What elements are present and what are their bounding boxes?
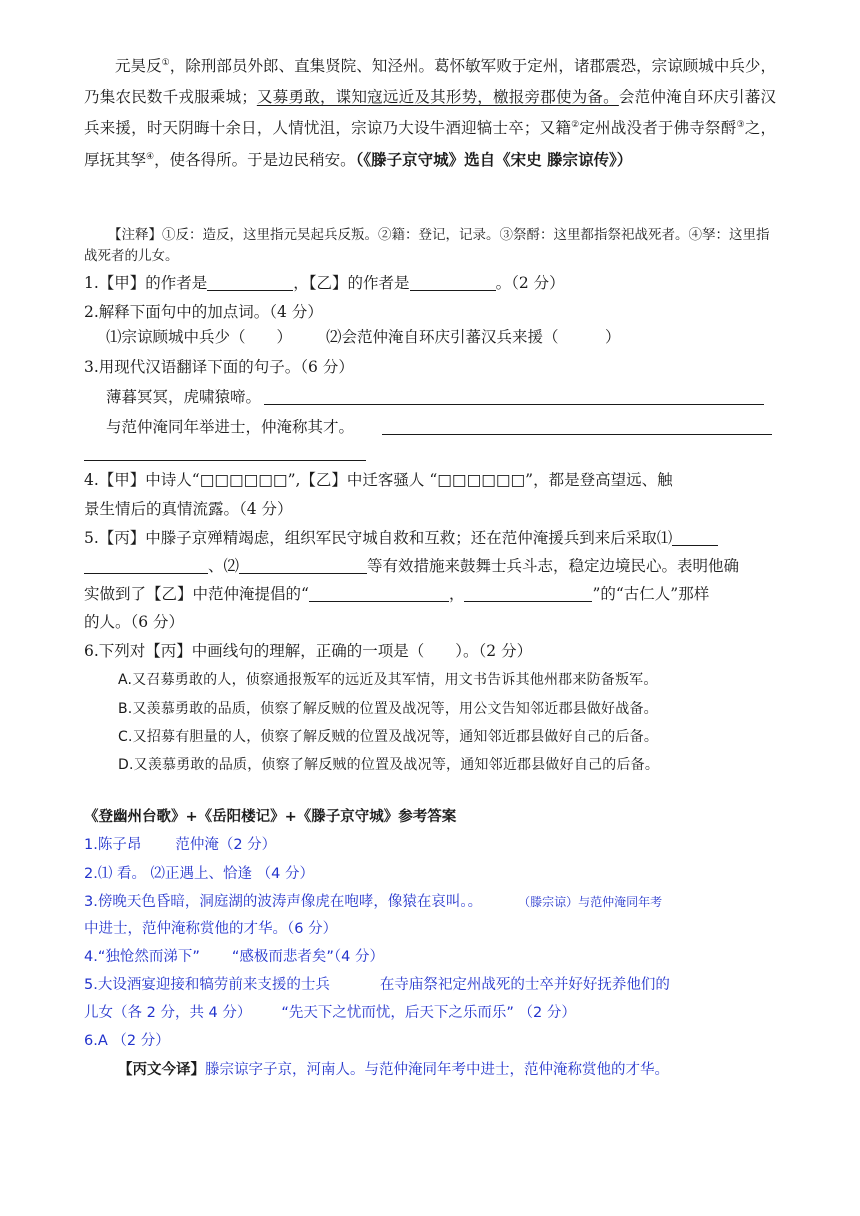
q5-text: 等有效措施来鼓舞士兵斗志，稳定边境民心。表明他确 — [367, 557, 740, 575]
q5-text: ”的“古仁人”那样 — [592, 585, 710, 603]
answer-line[interactable] — [382, 434, 772, 435]
answer-text: 4.“独怆然而涕下” — [84, 949, 200, 965]
passage-text: ，除刑部员外郎、直集贤院、知泾州。葛怀敏军败于定州，诸郡震恐，宗谅顾城中兵少，乃集农民数千戎服乘城； — [84, 57, 776, 106]
answer-3-line-2: 中进士，范仲淹称赏他的才华。（6 分） — [84, 921, 338, 937]
answers-title: 《登幽州台歌》+《岳阳楼记》+《滕子京守城》参考答案 — [84, 809, 457, 825]
answer-text: 3.傍晚天色昏暗，洞庭湖的波涛声像虎在咆哮，像猿在哀叫。。 — [84, 894, 483, 910]
q5-text: ， — [448, 585, 465, 603]
answer-2: 2.⑴ 看。 ⑵正遇上、恰逢 （4 分） — [84, 866, 314, 882]
annotation-notes: 【注释】①反：造反，这里指元昊起兵反叛。②籍：登记，记录。③祭酹：这里都指祭祀战死者。④孥：这里指战死者的儿女。 — [84, 227, 770, 264]
passage-text: 定州战没者于佛寺祭酹 — [579, 119, 737, 137]
answer-blank[interactable] — [410, 272, 496, 291]
answer-text: 在寺庙祭祀定州战死的士卒并好好抚养他们的 — [379, 977, 670, 993]
answer-5-line-2 — [84, 998, 576, 1029]
question-4-line-1: 4.【甲】中诗人“□□□□□□”,【乙】中迁客骚人 “□□□□□□”，都是登高望远、触 — [84, 471, 673, 489]
question-5-line-2 — [84, 551, 739, 582]
answer-text: “感极而悲者矣”（4 分） — [231, 949, 384, 965]
note-marker: ② — [571, 120, 580, 130]
question-2: 2.解释下面句中的加点词。（4 分） — [84, 303, 323, 321]
passage-source: （《滕子京守城》选自《宋史 滕宗谅传》） — [355, 150, 633, 169]
passage-text: 元昊反 — [115, 57, 162, 75]
q5-text: 实做到了【乙】中范仲淹提倡的“ — [84, 585, 309, 603]
question-5-line-1 — [84, 523, 718, 554]
question-4-line-2: 景生情后的真情流露。（4 分） — [84, 500, 293, 518]
option-a[interactable]: A.又召募勇敢的人，侦察通报叛军的远近及其军情，用文书告诉其他州郡来防备叛军。 — [118, 672, 658, 688]
answer-text: 范仲淹（2 分） — [175, 837, 277, 853]
question-3: 3.用现代汉语翻译下面的句子。（6 分） — [84, 358, 354, 376]
q3-sentence-1: 薄暮冥冥，虎啸猿啼。 — [106, 388, 262, 406]
answer-blank[interactable] — [239, 555, 367, 574]
q1-text: ，【乙】的作者是 — [293, 274, 410, 292]
option-b[interactable]: B.又羡慕勇敢的品质，侦察了解反贼的位置及战况等，用公文告知邻近郡县做好战备。 — [118, 701, 658, 717]
underlined-sentence: 又募勇敢，谍知寇远近及其形势，檄报旁郡使为备。 — [256, 88, 619, 106]
translation-label: 【丙文今译】 — [118, 1062, 205, 1078]
q3-sentence-2: 与范仲淹同年举进士，仲淹称其才。 — [106, 418, 355, 436]
answer-5-line-1 — [84, 970, 670, 1001]
note-marker: ④ — [146, 152, 155, 162]
option-d[interactable]: D.又羡慕勇敢的品质，侦察了解反贼的位置及战况等，通知邻近郡县做好自己的后备。 — [118, 757, 660, 773]
answer-4 — [84, 942, 384, 973]
translation-text: 滕宗谅字子京，河南人。与范仲淹同年考中进士，范仲淹称赏他的才华。 — [205, 1062, 669, 1078]
answer-text: “先天下之忧而忧，后天下之乐而乐” （2 分） — [281, 1005, 576, 1021]
answer-blank[interactable] — [464, 583, 592, 602]
answer-1 — [84, 830, 276, 861]
q1-text: 1.【甲】的作者是 — [84, 274, 208, 292]
passage-paragraph — [84, 51, 776, 176]
question-6: 6.下列对【丙】中画线句的理解，正确的一项是（ ）。（2 分） — [84, 642, 533, 660]
answer-blank[interactable] — [207, 272, 293, 291]
q5-text: 、⑵ — [208, 557, 240, 575]
option-c[interactable]: C.又招募有胆量的人，侦察了解反贼的位置及战况等，通知邻近郡县做好自己的后备。 — [118, 729, 659, 745]
answer-blank[interactable] — [84, 555, 208, 574]
q1-text: 。（2 分） — [495, 274, 565, 292]
question-2-items — [106, 322, 621, 353]
q5-text: 5.【丙】中滕子京殚精竭虑，组织军民守城自救和互救；还在范仲淹援兵到来后采取⑴ — [84, 529, 673, 547]
answer-line[interactable] — [84, 460, 366, 461]
question-5-line-3 — [84, 579, 709, 610]
translation — [118, 1055, 669, 1086]
question-5-line-4: 的人。（6 分） — [84, 613, 185, 631]
answer-text: 5.大设酒宴迎接和犒劳前来支援的士兵 — [84, 977, 330, 993]
answer-6: 6.A （2 分） — [84, 1033, 170, 1049]
answer-blank[interactable] — [309, 583, 449, 602]
answer-text: 1.陈子昂 — [84, 837, 142, 853]
answer-line[interactable] — [264, 404, 764, 405]
note-marker: ① — [161, 58, 170, 68]
q2-item-1: ⑴宗谅顾城中兵少（ ） — [106, 328, 293, 346]
note-marker: ③ — [736, 120, 745, 130]
q2-item-2: ⑵会范仲淹自环庆引蕃汉兵来援（ ） — [326, 328, 621, 346]
answer-text: （滕宗谅）与范仲淹同年考 — [518, 895, 663, 909]
answer-blank[interactable] — [672, 527, 718, 546]
passage-text: 之，厚抚其孥 — [84, 119, 776, 169]
answer-text: 儿女（各 2 分，共 4 分） — [84, 1005, 252, 1021]
question-1 — [84, 268, 565, 299]
passage-text: ，使各得所。于是边民稍安。 — [154, 151, 356, 169]
passage-text: 会范仲淹自环庆引蕃汉兵来援，时天阴晦十余日，人情忧沮，宗谅乃大设牛酒迎犒士卒；又籍 — [84, 88, 776, 137]
